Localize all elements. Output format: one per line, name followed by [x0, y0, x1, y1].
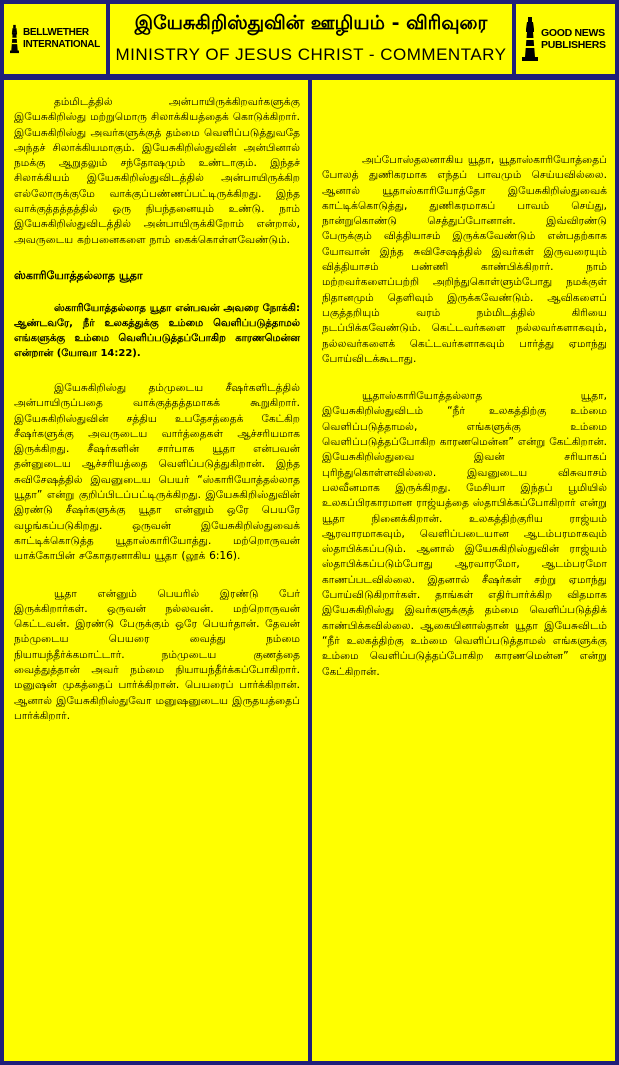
- page-title-english: MINISTRY OF JESUS CHRIST - COMMENTARY: [115, 45, 507, 64]
- scripture-quote: ஸ்காரியோத்தல்லாத யூதா என்பவன் அவரை நோக்கி: ஆண்டவரே, நீர் உலகத்துக்கு உம்மை வெளிப்படுத்தாமல் எங்களுக்கு உம்மை வெளிப்படுத்தப்போகிற காரணமென்ன என்றான் (யோவா 14:22).: [14, 302, 300, 359]
- lighthouse-icon: [522, 17, 538, 61]
- title-box: [110, 4, 512, 74]
- left-paragraph-3: யூதா என்னும் பெயரில் இரண்டு பேர் இருக்கிறார்கள். ஒருவன் நல்லவன். மற்றொருவன் கெட்டவன். இரண்டு பேருக்கும் ஒரே பெயர்தான். தேவன் நம்முடைய பெயரை வைத்து நம்மை நியாயந்தீர்க்கமாட்டார். நம்முடைய குணத்தை வைத்துத்தான் அவர் நம்மை நியாயந்தீர்க்கப்போகிறார். மனுஷன் முகத்தைப் பார்க்கிறான். பெயரைப் பார்க்கிறான். ஆனால் இயேசுகிறிஸ்துவோ மனுஷனுடைய இருதயத்தைப் பார்க்கிறார்.: [14, 587, 300, 722]
- right-paragraph-2: யூதாஸ்காரியோத்தல்லாத யூதா, இயேசுகிறிஸ்துவிடம் “நீர் உலகத்திற்கு உம்மை வெளிப்படுத்தாமல், எங்களுக்கு உம்மை வெளிப்படுத்தப்போகிற காரணமென்ன” என்று கேட்கிறான். இயேசுகிறிஸ்துவை இவன் சரியாகப் புரிந்துகொள்ளவில்லை. இவனுடைய விசுவாசம் பலவீனமாக இருக்கிறது. மேசியா இந்தப் பூமியில் உலகப்பிரகாரமான ராஜ்யத்தை ஸ்தாபிக்கப்போகிறார் என்று யூதா நினைக்கிறான். உலகத்திற்குரிய ராஜ்யம் ஆரவாரமாகவும், வெளிப்படையான ஆடம்பரமாகவும் ஸ்தாபிக்கப்படும். ஆனால் இயேசுகிறிஸ்துவின் ராஜ்யம் ஸ்தாபிக்கப்படும்போது ஆரவாரமோ, ஆடம்பரமோ காணப்படவில்லை. இதனால் சீஷர்கள் சற்று ஏமாந்து போய்விடுகிறார்கள். தாங்கள் எதிர்பார்க்கிற விதமாக இயேசுகிறிஸ்து இவர்களுக்குத் தம்மை வெளிப்படுத்திக் காண்பிக்கவில்லை. ஆகையினால்தான் யூதா இயேசுவிடம் “நீர் உலகத்திற்கு உம்மை வெளிப்படுத்தாமல் எங்களுக்கு உம்மை வெளிப்படுத்தப்போகிற காரணமென்ன” என்று கேட்கிறான்.: [322, 390, 607, 678]
- left-paragraph-1: தம்மிடத்தில் அன்பாயிருக்கிறவர்களுக்கு இயேசுகிறிஸ்து மற்றுமொரு சிலாக்கியத்தைக் கொடுக்கிறார். இயேசுகிறிஸ்து அவர்களுக்குத் தம்மை வெளிப்படுத்துவதே அந்தச் சிலாக்கியமாகும். இயேசுகிறிஸ்துவின் அன்பினால் நமக்கு ஆறுதலும் சந்தோஷமும் உண்டாகும். இந்தச் சிலாக்கியம் இயேசுகிறிஸ்துவிடத்தில் அன்பாயிருக்கிற எல்லோருக்குமே வாக்குப்பண்ணப்பட்டிருக்கிறது. இந்த வாக்குத்தத்தத்தில் ஒரு நிபந்தனையும் உண்டு. நாம் இயேசுகிறிஸ்துவிடத்தில் அன்பாயிருக்கிறோம் என்றால், அவருடைய கற்பனைகளை நாம் கைக்கொள்ளவேண்டும்.: [14, 96, 300, 246]
- right-column: [312, 80, 615, 1061]
- good-news-logo: [516, 4, 615, 74]
- left-column: [4, 80, 308, 1061]
- left-paragraph-2: இயேசுகிறிஸ்து தம்முடைய சீஷர்களிடத்தில் அன்பாயிருப்பதை வாக்குத்தத்தமாகக் கூறுகிறார். இயேசுகிறிஸ்துவின் சத்திய உபதேசத்தைக் கேட்கிற சீஷர்களுக்கு அவருடைய வார்த்தைகள் ஆச்சரியமாக இருக்கிறது. சீஷர்களின் சார்பாக யூதா என்பவன் தன்னுடைய ஆச்சரியத்தை வெளிப்படுத்துகிறான். இந்த சுவிசேஷத்தில் இவனுடைய பெயர் “ஸ்காரியோத்தல்லாத யூதா” என்று குறிப்பிடப்பட்டிருக்கிறது. இயேசுகிறிஸ்துவின் இரண்டு சீஷர்களுக்கு யூதா என்னும் ஒரே பெயரே வழங்கப்படுகிறது. ஒருவன் இயேசுகிறிஸ்துவைக் காட்டிக்கொடுத்த யூதாஸ்காரியோத்து. மற்றொருவன் யாக்கோபின் சகோதரனாகிய யூதா (லூக் 6:16).: [14, 381, 300, 563]
- bellwether-logo: [4, 4, 106, 74]
- header: [2, 2, 617, 76]
- good-news-logo-text: GOOD NEWS PUBLISHERS: [541, 27, 606, 51]
- section-heading: ஸ்காரியோத்தல்லாத யூதா: [14, 268, 143, 282]
- page-title-tamil: இயேசுகிறிஸ்துவின் ஊழியம் - விரிவுரை: [134, 12, 488, 34]
- right-paragraph-1: அப்போஸ்தலனாகிய யூதா, யூதாஸ்காரியோத்தைப் போலத் துணிகரமாக எந்தப் பாவமும் செய்யவில்லை. ஆனால் யூதாஸ்காரியோத்தோ இயேசுகிறிஸ்துவைக் காட்டிக்கொடுத்து, துணிகரமாகப் பாவம் செய்து, நான்றுகொண்டு செத்துப்போனான். இவ்விரண்டு பேருக்கும் வித்தியாசம் இருக்கவேண்டும் என்பதற்காக யோவான் இந்த சுவிசேஷத்தில் இவர்கள் இருவரையும் வித்தியாசம் பண்ணி காண்பிக்கிறார். நாம் மற்றவர்களைப்பற்றி அறிந்துகொள்ளும்போது நமக்குள் நிதானமும் தெளிவும் இருக்கவேண்டும். ஆவிகளைப் பகுத்தறியும் வரம் நம்மிடத்தில் கிரியை நடப்பிக்கவேண்டும். கெட்டவர்களை நல்லவர்களாகவும், நல்லவர்களைக் கெட்டவர்களாகவும் பார்த்து ஏமாந்து போய்விடக்கூடாது.: [322, 154, 607, 365]
- lighthouse-icon: [10, 17, 19, 61]
- bellwether-logo-text: BELLWETHER INTERNATIONAL: [22, 27, 100, 50]
